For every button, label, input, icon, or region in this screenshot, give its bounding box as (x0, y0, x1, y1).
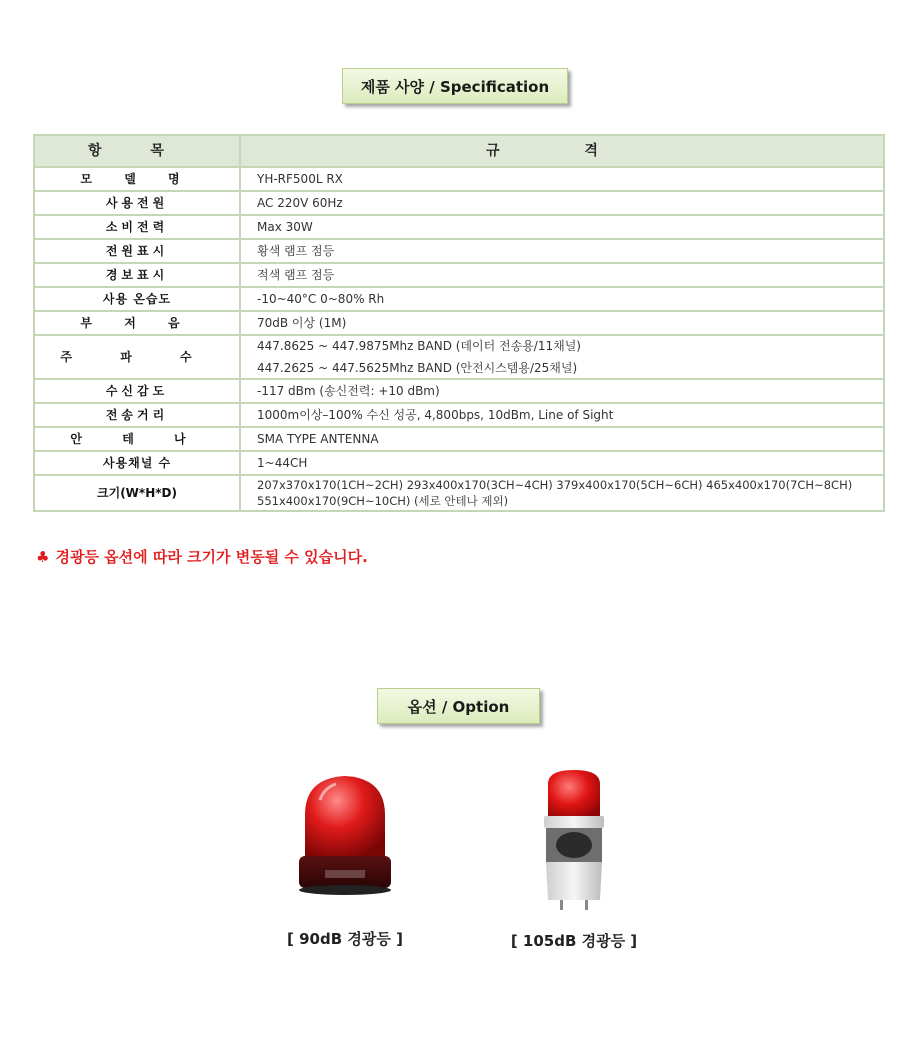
table-row (34, 427, 884, 451)
row-label: 부 저 음 (34, 311, 240, 335)
table-row (34, 403, 884, 427)
row-label: 사용채널 수 (34, 451, 240, 475)
row-value (240, 335, 884, 379)
table-row (34, 335, 884, 379)
table-row (34, 239, 884, 263)
table-row (34, 215, 884, 239)
table-row (34, 475, 884, 511)
product-90db (260, 770, 430, 949)
row-label: 모 델 명 (34, 167, 240, 191)
frequency-line-2: 447.2625 ~ 447.5625Mhz BAND (안전시스템용/25채널) (257, 361, 578, 375)
row-value: 1000m이상–100% 수신 성공, 4,800bps, 10dBm, Line of Sight (240, 403, 884, 427)
row-value (240, 475, 884, 511)
row-label: 크기(W*H*D) (34, 475, 240, 511)
size-note (36, 546, 368, 567)
table-row (34, 167, 884, 191)
row-label: 주 파 수 (34, 335, 240, 379)
row-label: 수신감도 (34, 379, 240, 403)
row-value: AC 220V 60Hz (240, 191, 884, 215)
option-title-text: 옵션 / Option (407, 697, 510, 716)
option-section-title (377, 688, 540, 724)
product-105db (492, 766, 656, 951)
frequency-line-1: 447.8625 ~ 447.9875Mhz BAND (데이터 전송용/11채널) (257, 339, 581, 353)
club-icon: ♣ (36, 548, 50, 566)
row-label: 사용전원 (34, 191, 240, 215)
row-label: 소비전력 (34, 215, 240, 239)
size-line-1: 207x370x170(1CH~2CH) 293x400x170(3CH~4CH) 379x400x170(5CH~6CH) 465x400x170(7CH~8CH) (257, 478, 853, 492)
spec-table (33, 134, 885, 512)
beacon-light-image (290, 770, 400, 910)
note-text: 경광등 옵션에 따라 크기가 변동될 수 있습니다. (55, 548, 368, 566)
table-row (34, 311, 884, 335)
spec-table-header (34, 135, 884, 167)
table-row (34, 379, 884, 403)
table-row (34, 191, 884, 215)
row-label: 안 테 나 (34, 427, 240, 451)
row-value: -10~40°C 0~80% Rh (240, 287, 884, 311)
row-value: 1~44CH (240, 451, 884, 475)
product-caption: [ 90dB 경광등 ] (287, 930, 403, 948)
table-row (34, 451, 884, 475)
spec-title-text: 제품 사양 / Specification (360, 77, 550, 96)
table-row (34, 287, 884, 311)
row-value: 적색 램프 점등 (240, 263, 884, 287)
row-label: 전송거리 (34, 403, 240, 427)
row-value: 황색 램프 점등 (240, 239, 884, 263)
row-value: SMA TYPE ANTENNA (240, 427, 884, 451)
row-label: 경보표시 (34, 263, 240, 287)
header-item: 항 목 (34, 135, 240, 167)
row-label: 전원표시 (34, 239, 240, 263)
row-value: YH-RF500L RX (240, 167, 884, 191)
spec-section-title (342, 68, 568, 104)
table-row (34, 263, 884, 287)
row-value: -117 dBm (송신전력: +10 dBm) (240, 379, 884, 403)
row-value: Max 30W (240, 215, 884, 239)
row-label: 사용 온습도 (34, 287, 240, 311)
beacon-siren-image (534, 766, 614, 912)
size-line-2: 551x400x170(9CH~10CH) (세로 안테나 제외) (257, 494, 509, 508)
row-value: 70dB 이상 (1M) (240, 311, 884, 335)
product-caption: [ 105dB 경광등 ] (510, 932, 638, 950)
header-spec: 규 격 (240, 135, 884, 167)
